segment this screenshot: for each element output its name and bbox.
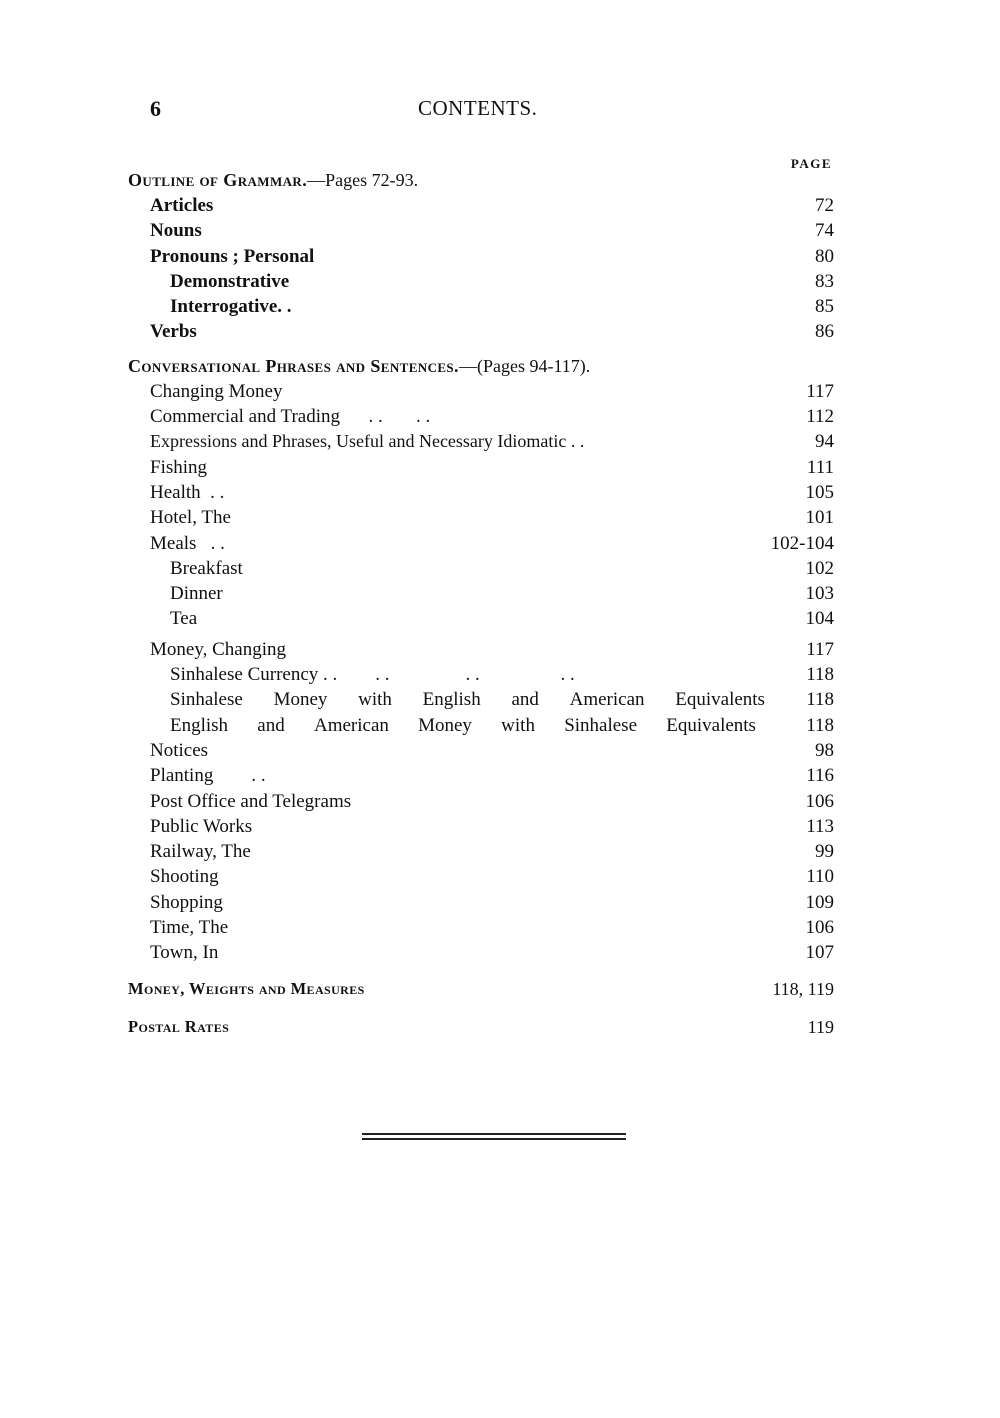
toc-entry (128, 218, 834, 243)
toc-entry (128, 662, 834, 687)
toc-entry (128, 379, 834, 404)
toc-entry (128, 839, 834, 864)
entry-title: Public Works (150, 815, 253, 837)
page-number: 6 (150, 96, 161, 121)
phrases-section-heading (128, 354, 834, 379)
entry-page: 112 (806, 406, 834, 428)
entry-page: 106 (805, 917, 834, 939)
entry-title: Health . . (150, 481, 225, 503)
toc-entry (128, 193, 834, 218)
entry-title: Post Office and Telegrams (150, 790, 352, 812)
entry-title: Hotel, The (150, 507, 231, 529)
entry-page: 102-104 (770, 532, 834, 554)
entry-page: 101 (805, 507, 834, 529)
toc-entry (128, 713, 834, 738)
rule-line-bottom (362, 1138, 626, 1140)
entry-page: 119 (807, 1016, 834, 1037)
toc-entry (128, 319, 834, 344)
entry-page: 74 (815, 220, 834, 242)
entry-title: Time, The (150, 917, 229, 939)
entry-page: 111 (806, 456, 834, 478)
toc-entry (128, 606, 834, 631)
grammar-heading-pages: —Pages 72-93. (307, 170, 419, 190)
toc-entry (128, 940, 834, 965)
entry-title: Town, In (150, 942, 219, 964)
toc-entry (128, 556, 834, 581)
toc-entry (128, 637, 834, 662)
running-title: CONTENTS. (418, 96, 538, 120)
toc-entry (128, 789, 834, 814)
toc-entry (128, 864, 834, 889)
end-rule (362, 1133, 626, 1143)
entry-title: Railway, The (150, 841, 251, 863)
entry-title: Fishing (150, 456, 208, 478)
toc-entry (128, 429, 834, 454)
entry-page: 106 (805, 790, 834, 812)
entry-title: Nouns (150, 220, 202, 242)
phrases-heading-title: Conversational Phrases and Sentences. (128, 355, 459, 376)
page-column-label: PAGE (790, 156, 832, 171)
toc-entry (128, 915, 834, 940)
entry-page: 98 (815, 739, 834, 761)
entry-page: 103 (805, 583, 834, 605)
entry-title: Articles (150, 195, 214, 216)
entry-title: Dinner (170, 583, 223, 605)
toc-entry (128, 480, 834, 505)
entry-page: 85 (815, 296, 834, 318)
grammar-heading-title: Outline of Grammar. (128, 170, 308, 190)
grammar-section-heading (128, 168, 834, 193)
postal-rates-section (128, 1009, 834, 1047)
entry-title: Verbs (150, 321, 197, 343)
entry-page: 118, 119 (772, 978, 834, 999)
entry-title: Expressions and Phrases, Useful and Necessary Idiomatic . . (150, 431, 585, 452)
entry-page: 94 (815, 431, 834, 453)
entry-page: 99 (815, 841, 834, 863)
entry-title: Commercial and Trading . . . . (150, 406, 431, 428)
entry-title: Meals . . (150, 532, 225, 554)
entry-title: Money, Weights and Measures (128, 978, 365, 998)
entry-title: Breakfast (170, 557, 243, 579)
toc-entry (128, 581, 834, 606)
toc-entry (128, 294, 834, 319)
toc-entry (128, 814, 834, 839)
toc-entry (128, 455, 834, 480)
entry-page: 109 (805, 891, 834, 913)
entry-title: Postal Rates (128, 1016, 230, 1036)
entry-title: English and American Money with Sinhalese Equivalents (170, 714, 756, 736)
entry-page: 116 (806, 765, 834, 787)
entry-page: 117 (806, 380, 834, 402)
entry-title: Money, Changing (150, 638, 286, 660)
entry-title: Tea (170, 608, 198, 630)
entry-page: 83 (815, 270, 834, 292)
entry-page: 118 (806, 714, 834, 736)
entry-page: 118 (806, 664, 834, 686)
entry-page: 102 (805, 557, 834, 579)
entry-title: Notices (150, 739, 209, 761)
toc-entry (128, 404, 834, 429)
toc-entry (128, 505, 834, 530)
entry-title: Shooting (150, 866, 219, 888)
entry-page: 113 (806, 815, 834, 837)
toc-entry (128, 763, 834, 788)
entry-title: Planting . . (150, 765, 266, 787)
toc-entry (128, 531, 834, 556)
contents-list (128, 168, 834, 1047)
entry-title: Interrogative. . (170, 296, 292, 318)
toc-entry (128, 687, 834, 712)
money-weights-section (128, 971, 834, 1009)
toc-entry (128, 269, 834, 294)
toc-entry (128, 738, 834, 763)
entry-page: 105 (805, 481, 834, 503)
entry-page: 107 (805, 942, 834, 964)
entry-title: Pronouns ; Personal (150, 245, 315, 267)
entry-page: 104 (805, 608, 834, 630)
entry-page: 110 (806, 866, 834, 888)
toc-entry (128, 890, 834, 915)
rule-line-top (362, 1133, 626, 1135)
toc-entry (128, 244, 834, 269)
entry-page: 117 (806, 638, 834, 660)
entry-title: Sinhalese Money with English and American Equivalents (170, 689, 765, 711)
entry-title: Demonstrative (170, 270, 290, 292)
phrases-heading-pages: —(Pages 94-117). (458, 355, 591, 376)
entry-title: Shopping (150, 891, 223, 913)
entry-page: 72 (815, 195, 834, 216)
entry-page: 118 (806, 689, 834, 711)
entry-title: Changing Money (150, 380, 283, 402)
entry-page: 86 (815, 321, 834, 343)
entry-page: 80 (815, 245, 834, 267)
entry-title: Sinhalese Currency . . . . . . . . (170, 664, 575, 686)
